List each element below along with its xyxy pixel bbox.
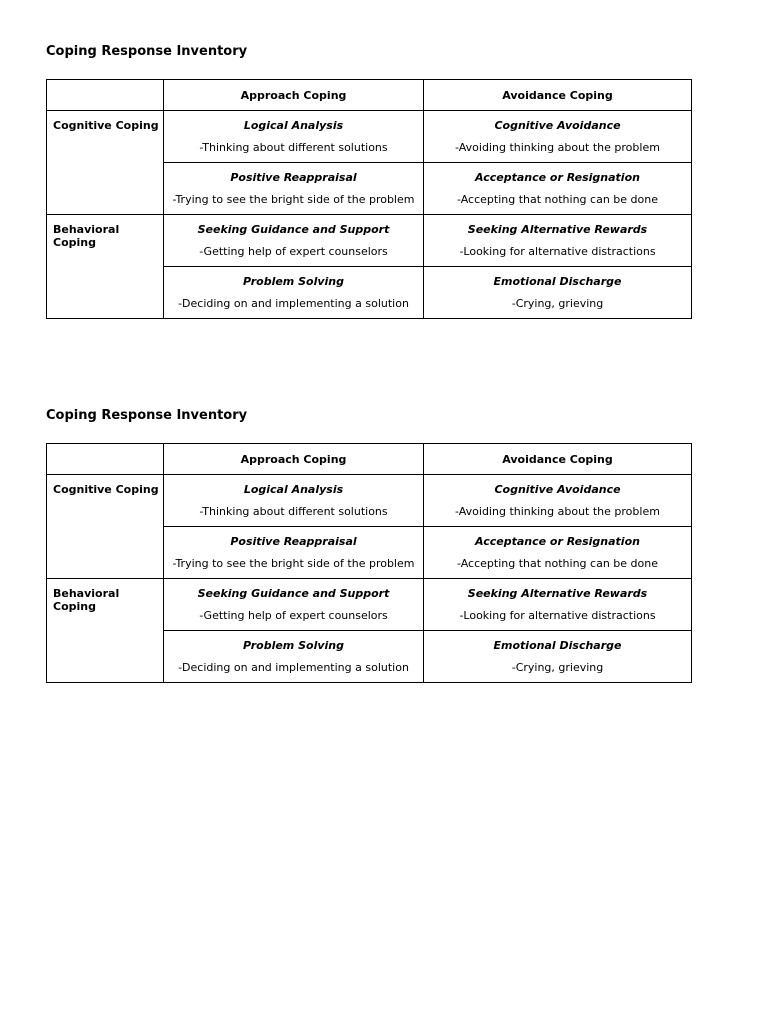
table-row [47,475,692,527]
approach-coping-header: Approach Coping [164,80,424,111]
strategy-cell [164,631,424,683]
strategy-title: Problem Solving [243,639,344,652]
strategy-cell [164,111,424,163]
strategy-cell [164,163,424,215]
strategy-title: Positive Reappraisal [230,171,357,184]
strategy-cell [164,579,424,631]
strategy-title: Cognitive Avoidance [494,483,621,496]
strategy-description: -Thinking about different solutions [199,141,388,154]
strategy-description: -Thinking about different solutions [199,505,388,518]
strategy-cell [424,163,692,215]
row-label-behavioral: Behavioral Coping [47,215,164,319]
avoidance-coping-header: Avoidance Coping [424,80,692,111]
strategy-description: -Accepting that nothing can be done [456,193,658,206]
table-row [47,579,692,631]
strategy-description: -Deciding on and implementing a solution [178,297,409,310]
strategy-cell [424,475,692,527]
section-title: Coping Response Inventory [46,44,248,59]
table-header-row [47,444,692,475]
strategy-description: -Trying to see the bright side of the problem [172,193,415,206]
strategy-description: -Deciding on and implementing a solution [178,661,409,674]
strategy-description: -Crying, grieving [511,661,604,674]
strategy-cell [424,267,692,319]
table-row [47,215,692,267]
strategy-title: Acceptance or Resignation [475,171,640,184]
strategy-title: Seeking Guidance and Support [197,223,390,236]
strategy-title: Logical Analysis [243,119,344,132]
corner-cell [47,444,164,475]
strategy-cell [164,215,424,267]
strategy-cell [164,267,424,319]
strategy-title: Problem Solving [243,275,344,288]
coping-section-1 [46,42,691,319]
section-title: Coping Response Inventory [46,408,248,423]
strategy-title: Logical Analysis [243,483,344,496]
strategy-title: Acceptance or Resignation [475,535,640,548]
corner-cell [47,80,164,111]
row-label-cognitive: Cognitive Coping [47,111,164,215]
row-label-cognitive: Cognitive Coping [47,475,164,579]
strategy-title: Seeking Alternative Rewards [467,587,648,600]
strategy-description: -Accepting that nothing can be done [456,557,658,570]
strategy-description: -Avoiding thinking about the problem [455,505,660,518]
strategy-cell [424,579,692,631]
approach-coping-header: Approach Coping [164,444,424,475]
strategy-description: -Looking for alternative distractions [459,609,656,622]
table-row [47,111,692,163]
strategy-description: -Getting help of expert counselors [199,245,388,258]
strategy-description: -Avoiding thinking about the problem [455,141,660,154]
strategy-cell [424,215,692,267]
coping-table [46,443,692,683]
row-label-behavioral: Behavioral Coping [47,579,164,683]
strategy-description: -Looking for alternative distractions [459,245,656,258]
strategy-cell [424,631,692,683]
strategy-cell [164,475,424,527]
coping-section-2 [46,406,691,683]
strategy-description: -Trying to see the bright side of the problem [172,557,415,570]
strategy-title: Emotional Discharge [493,639,622,652]
strategy-cell [424,111,692,163]
strategy-description: -Getting help of expert counselors [199,609,388,622]
strategy-title: Cognitive Avoidance [494,119,621,132]
avoidance-coping-header: Avoidance Coping [424,444,692,475]
strategy-cell [164,527,424,579]
strategy-description: -Crying, grieving [511,297,604,310]
coping-table [46,79,692,319]
strategy-title: Emotional Discharge [493,275,622,288]
table-header-row [47,80,692,111]
strategy-title: Seeking Guidance and Support [197,587,390,600]
strategy-title: Positive Reappraisal [230,535,357,548]
strategy-title: Seeking Alternative Rewards [467,223,648,236]
strategy-cell [424,527,692,579]
